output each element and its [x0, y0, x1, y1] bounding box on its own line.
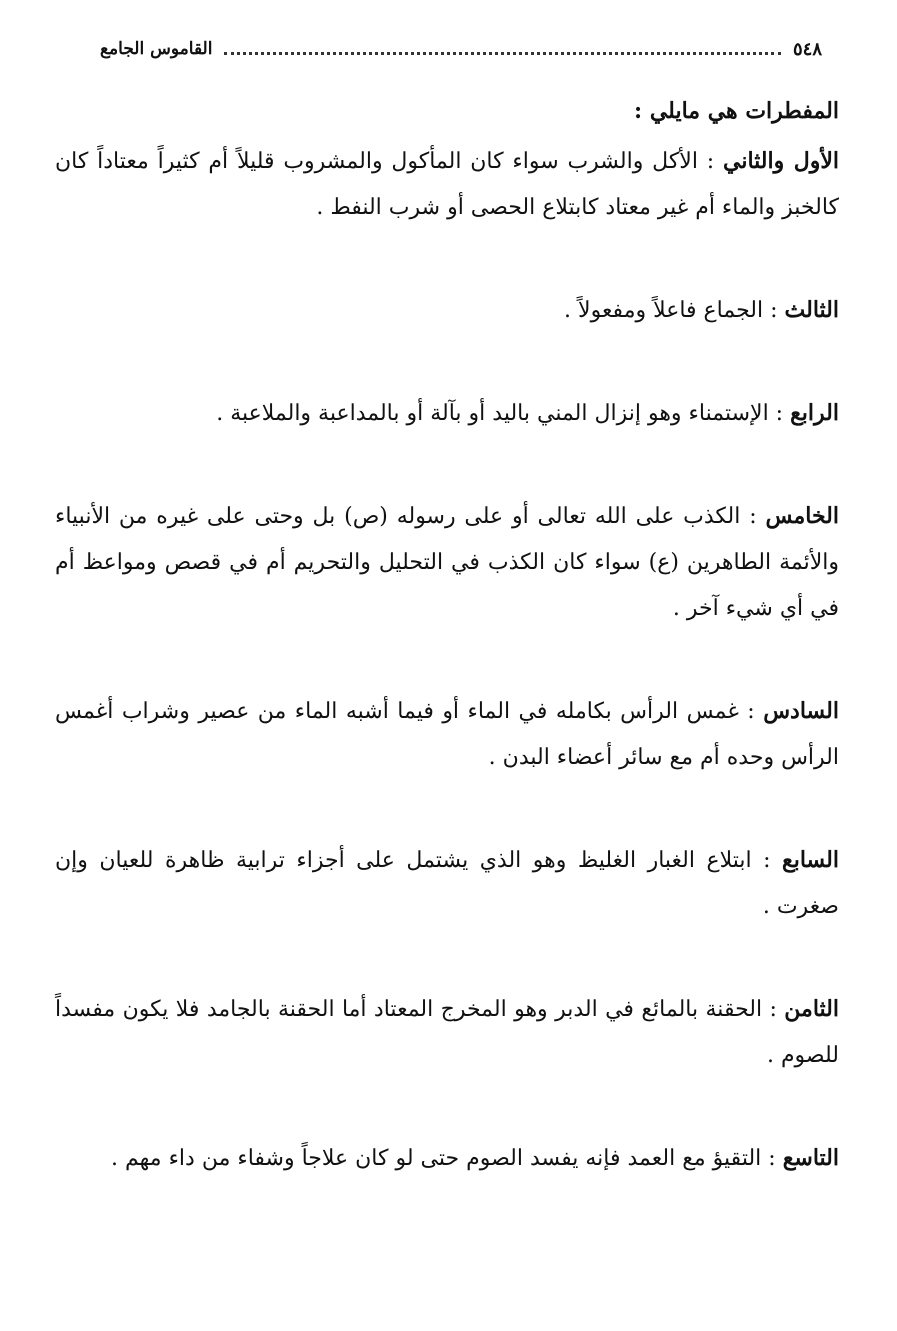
item-label: الخامس — [765, 503, 839, 529]
paragraph-item — [55, 1135, 839, 1182]
paragraph-item — [55, 688, 839, 781]
separator: : — [763, 298, 785, 323]
item-text: الإستمناء وهو إنزال المني باليد أو بآلة أو بالمداعبة والملاعبة . — [216, 401, 769, 426]
separator: : — [762, 997, 785, 1022]
paragraph-item — [55, 837, 839, 930]
item-text: الجماع فاعلاً ومفعولاً . — [564, 298, 764, 323]
leader-dots — [224, 52, 781, 55]
paragraph-item — [55, 986, 839, 1079]
item-text: الأكل والشرب سواء كان المأكول والمشروب قليلاً أم كثيراً معتاداً كان كالخبز والماء أم غير معتاد كابتلاع الحصى أو شرب النفط . — [55, 149, 839, 220]
separator: : — [768, 401, 791, 426]
item-text: الحقنة بالمائع في الدبر وهو المخرج المعتاد أما الحقنة بالجامد فلا يكون مفسداً للصوم . — [55, 997, 839, 1068]
item-label: الثالث — [784, 297, 839, 323]
separator: : — [740, 504, 766, 529]
item-text: الكذب على الله تعالى أو على رسوله (ص) بل وحتى على غيره من الأنبياء والأئمة الطاهرين (ع) سواء كان الكذب في التحليل والتحريم أم في قصص ومواعظ أم في أي شيء آخر . — [55, 504, 839, 621]
page-header — [100, 34, 822, 64]
item-label: السابع — [782, 847, 839, 873]
item-label: الثامن — [784, 996, 839, 1022]
item-label: السادس — [763, 698, 839, 724]
intro-heading: المفطرات هي مايلي : — [634, 98, 839, 124]
separator: : — [738, 699, 764, 724]
paragraph-item — [55, 287, 839, 334]
page-body — [55, 88, 839, 1238]
separator: : — [761, 1146, 783, 1171]
separator: : — [697, 149, 723, 174]
item-text: غمس الرأس بكامله في الماء أو فيما أشبه الماء من عصير وشراب أغمس الرأس وحده أم مع سائر أعضاء البدن . — [55, 699, 839, 770]
item-label: التاسع — [782, 1145, 839, 1171]
paragraph-item — [55, 493, 839, 632]
item-text: ابتلاع الغبار الغليظ وهو الذي يشتمل على أجزاء ترابية ظاهرة للعيان وإن صغرت . — [55, 848, 839, 919]
running-title: القاموس الجامع — [100, 39, 213, 59]
paragraph-item — [55, 138, 839, 231]
item-label: الأول والثاني — [723, 148, 839, 174]
paragraph-item — [55, 390, 839, 437]
page-number: ٥٤٨ — [792, 38, 822, 60]
item-text: التقيؤ مع العمد فإنه يفسد الصوم حتى لو كان علاجاً وشفاء من داء مهم . — [111, 1146, 762, 1171]
separator: : — [751, 848, 783, 873]
item-label: الرابع — [790, 400, 839, 426]
